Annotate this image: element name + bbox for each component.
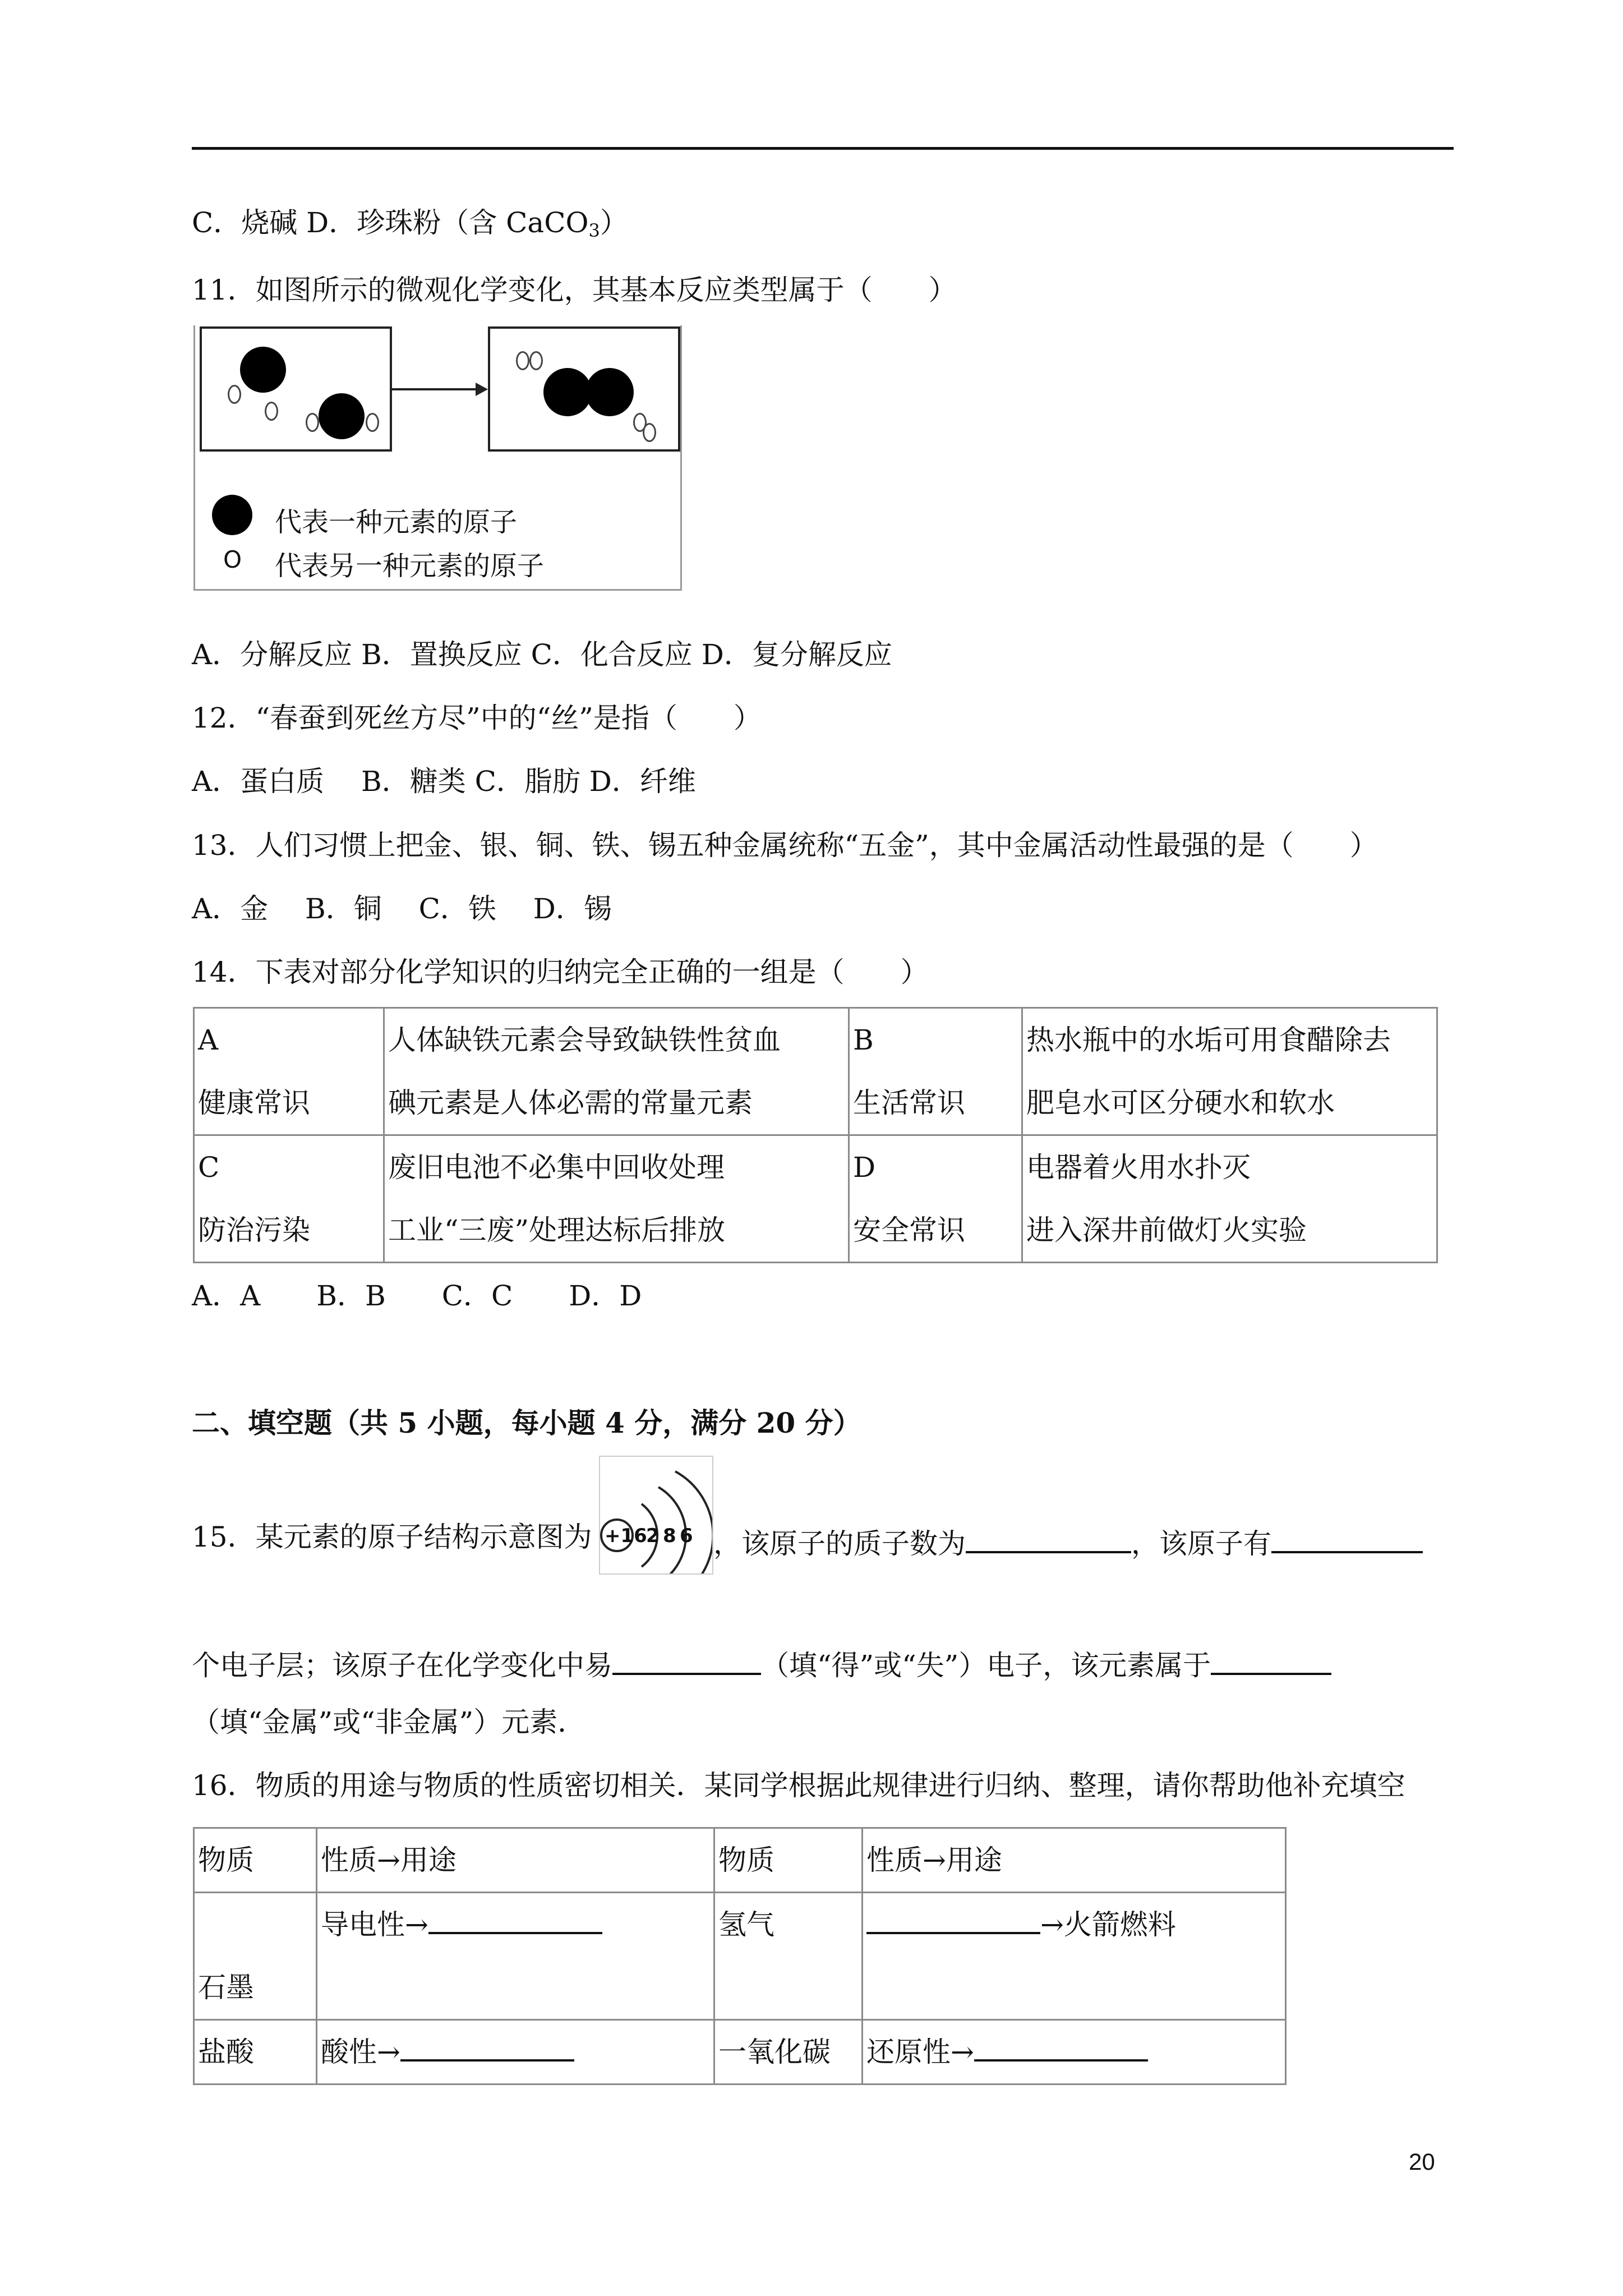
q14-table <box>193 1007 1438 1263</box>
reaction-arrow <box>390 388 480 390</box>
table-row <box>194 1008 1437 1135</box>
q14-cell-c-label <box>194 1135 384 1263</box>
q16-stem: 16．物质的用途与物质的性质密切相关．某同学根据此规律进行归纳、整理，请你帮助他补充填空 <box>192 1769 1405 1802</box>
q15-line1-rest <box>713 1523 1423 1558</box>
q14-cell-b-label <box>849 1008 1022 1135</box>
page-number: 20 <box>1409 2148 1435 2175</box>
q14-cell-a-label <box>194 1008 384 1135</box>
legend-small-text: 代表另一种元素的原子 <box>275 550 545 582</box>
atom-big <box>585 368 634 416</box>
answer-blank[interactable] <box>612 1645 761 1675</box>
q14-cell-c-content <box>384 1135 849 1263</box>
q15-line2a: 个电子层；该原子在化学变化中易 <box>192 1649 612 1682</box>
q16-substance-cell: 一氧化碳 <box>714 2020 863 2085</box>
table-header-cell: 物质 <box>714 1828 863 1893</box>
q16-property-cell <box>863 1893 1286 2020</box>
q15-line2b: （填“得”或“失”）电子，该元素属于 <box>761 1649 1211 1682</box>
cell-category: 安全常识 <box>853 1214 965 1246</box>
atom-small <box>643 423 656 442</box>
table-header-cell: 物质 <box>194 1828 317 1893</box>
q14-cell-a-content <box>384 1008 849 1135</box>
q16-substance-cell: 盐酸 <box>194 2020 317 2085</box>
property-text: 导电性→ <box>321 1908 428 1941</box>
atom-big <box>319 393 365 439</box>
answer-blank[interactable] <box>974 2037 1148 2062</box>
q14-cell-d-label <box>849 1135 1022 1263</box>
cell-category: 健康常识 <box>198 1087 310 1119</box>
cell-letter: C <box>198 1151 220 1184</box>
cell-line: 电器着火用水扑灭 <box>1026 1151 1251 1184</box>
q14-options: A．A B．B C．C D．D <box>192 1280 642 1312</box>
answer-blank[interactable] <box>400 2037 574 2062</box>
cell-line: 热水瓶中的水垢可用食醋除去 <box>1026 1024 1391 1056</box>
header-rule <box>192 147 1454 150</box>
cell-category: 防治污染 <box>198 1214 310 1246</box>
q16-property-cell <box>317 2020 714 2085</box>
cell-line: 进入深井前做灯火实验 <box>1026 1214 1307 1246</box>
cell-letter: B <box>853 1024 874 1056</box>
q14-stem: 14．下表对部分化学知识的归纳完全正确的一组是（ ） <box>192 956 929 988</box>
q10-option-d: D．珍珠粉（含 CaCO <box>306 206 589 239</box>
atom-big <box>240 347 286 393</box>
q10-options <box>192 206 628 241</box>
q16-table <box>193 1827 1287 2085</box>
atom-small <box>306 413 319 432</box>
answer-blank[interactable] <box>1211 1645 1331 1675</box>
q13-stem: 13．人们习惯上把金、银、铜、铁、锡五种金属统称“五金”，其中金属活动性最强的是（ ） <box>192 829 1378 862</box>
q10-option-c: C．烧碱 <box>192 206 298 239</box>
q16-property-cell <box>863 2020 1286 2085</box>
q10-subscript: 3 <box>588 220 600 241</box>
property-text: →火箭燃料 <box>1040 1908 1176 1941</box>
legend-big-atom <box>212 495 252 535</box>
table-header-cell: 性质→用途 <box>863 1828 1286 1893</box>
q12-stem: 12．“春蚕到死丝方尽”中的“丝”是指（ ） <box>192 702 762 734</box>
atom-big <box>543 368 592 416</box>
q13-options: A．金 B．铜 C．铁 D．锡 <box>192 892 612 925</box>
property-text: 还原性→ <box>866 2036 974 2068</box>
property-text: 酸性→ <box>321 2036 400 2068</box>
table-row <box>194 2020 1286 2085</box>
q15-mid2: ，该原子有 <box>1131 1527 1271 1560</box>
cell-letter: D <box>853 1151 876 1184</box>
shell-electron-count: 6 <box>680 1525 693 1547</box>
q15-line2 <box>192 1645 1331 1680</box>
answer-blank[interactable] <box>1271 1523 1423 1553</box>
q11-stem: 11．如图所示的微观化学变化，其基本反应类型属于（ ） <box>192 274 957 306</box>
q10-end: ） <box>600 206 628 239</box>
atom-small <box>265 402 278 421</box>
legend-small-symbol: O <box>223 546 242 573</box>
cell-line: 工业“三废”处理达标后排放 <box>388 1214 726 1246</box>
table-row <box>194 1893 1286 2020</box>
atom-small <box>529 351 543 370</box>
q16-substance-cell: 石墨 <box>194 1893 317 2020</box>
answer-blank[interactable] <box>428 1910 602 1934</box>
q16-substance-cell: 氢气 <box>714 1893 863 2020</box>
atom-small <box>516 351 529 370</box>
atom-small <box>228 385 241 404</box>
atom-small <box>366 413 379 432</box>
section-title: 二、填空题（共 5 小题，每小题 4 分，满分 20 分） <box>192 1406 861 1439</box>
atom-structure-svg <box>600 1457 712 1573</box>
cell-line: 碘元素是人体必需的常量元素 <box>388 1087 753 1119</box>
cell-line: 人体缺铁元素会导致缺铁性贫血 <box>388 1024 781 1056</box>
answer-blank[interactable] <box>966 1523 1131 1553</box>
answer-blank[interactable] <box>866 1910 1040 1934</box>
legend-big-text: 代表一种元素的原子 <box>275 507 518 538</box>
shell-electron-count: 8 <box>663 1525 676 1547</box>
atom-structure-diagram <box>599 1456 713 1575</box>
q14-cell-b-content <box>1022 1008 1437 1135</box>
cell-category: 生活常识 <box>853 1087 965 1119</box>
product-box <box>488 326 680 452</box>
arrow-head <box>476 383 488 396</box>
nucleus-charge: +16 <box>605 1525 647 1547</box>
cell-line: 肥皂水可区分硬水和软水 <box>1026 1087 1335 1119</box>
q16-property-cell <box>317 1893 714 2020</box>
q15-prefix: 15．某元素的原子结构示意图为 <box>192 1521 592 1553</box>
q14-cell-d-content <box>1022 1135 1437 1263</box>
q11-options: A．分解反应 B．置换反应 C．化合反应 D．复分解反应 <box>192 638 892 671</box>
reactant-box <box>200 326 392 452</box>
shell-electron-count: 2 <box>646 1525 660 1547</box>
q15-line3: （填“金属”或“非金属”）元素． <box>192 1706 586 1738</box>
table-header-row <box>194 1828 1286 1893</box>
table-header-cell: 性质→用途 <box>317 1828 714 1893</box>
q11-figure <box>193 325 682 591</box>
q15-line1 <box>192 1523 592 1551</box>
table-row <box>194 1135 1437 1263</box>
q12-options: A．蛋白质 B．糖类 C．脂肪 D．纤维 <box>192 765 696 798</box>
cell-letter: A <box>198 1024 219 1056</box>
cell-line: 废旧电池不必集中回收处理 <box>388 1151 725 1184</box>
q15-mid1: ，该原子的质子数为 <box>713 1527 966 1560</box>
